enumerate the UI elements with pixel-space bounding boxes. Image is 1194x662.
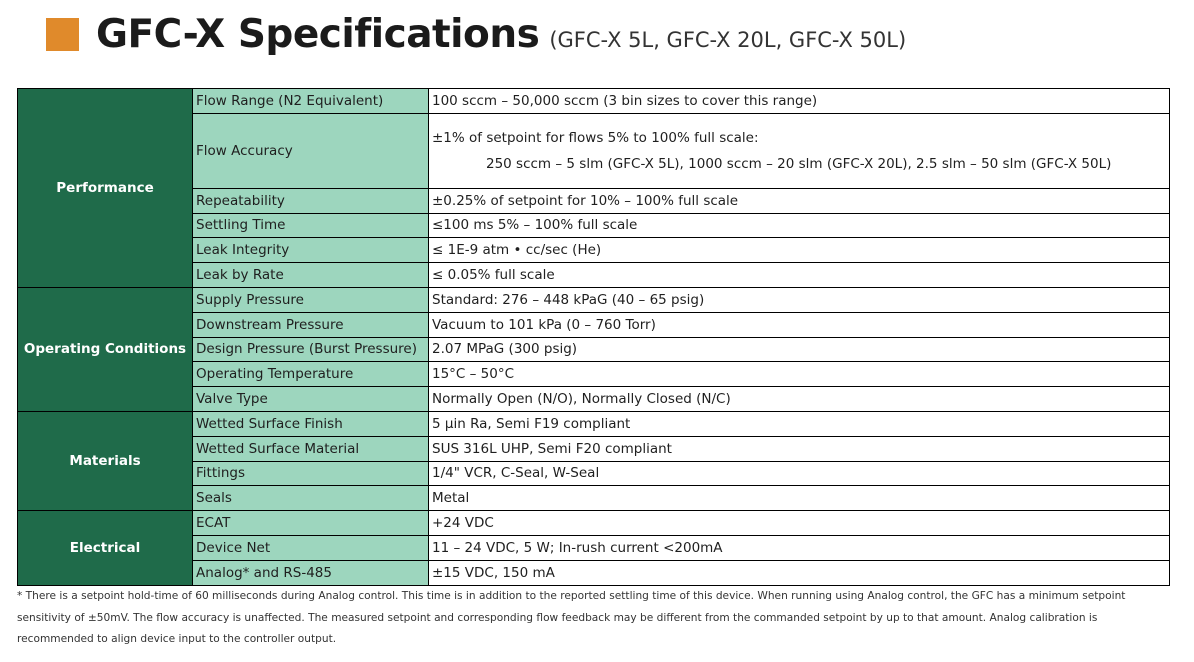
- param-label: Design Pressure (Burst Pressure): [193, 337, 429, 362]
- category-materials: Materials: [18, 411, 193, 510]
- param-value: 11 – 24 VDC, 5 W; In-rush current <200mA: [429, 535, 1170, 560]
- page-subtitle: (GFC-X 5L, GFC-X 20L, GFC-X 50L): [549, 28, 907, 52]
- param-label: Settling Time: [193, 213, 429, 238]
- param-value: ±15 VDC, 150 mA: [429, 560, 1170, 585]
- param-value: Standard: 276 – 448 kPaG (40 – 65 psig): [429, 287, 1170, 312]
- param-label: Analog* and RS-485: [193, 560, 429, 585]
- param-value: 100 sccm – 50,000 sccm (3 bin sizes to cover this range): [429, 89, 1170, 114]
- param-value: +24 VDC: [429, 511, 1170, 536]
- param-label: Leak Integrity: [193, 238, 429, 263]
- param-value: ≤ 1E-9 atm • cc/sec (He): [429, 238, 1170, 263]
- param-value: ≤100 ms 5% – 100% full scale: [429, 213, 1170, 238]
- param-value: 1/4" VCR, C-Seal, W-Seal: [429, 461, 1170, 486]
- param-label: Downstream Pressure: [193, 312, 429, 337]
- param-label: ECAT: [193, 511, 429, 536]
- page-header: [46, 8, 906, 60]
- param-label: Device Net: [193, 535, 429, 560]
- param-label: Supply Pressure: [193, 287, 429, 312]
- table-row: [18, 411, 1170, 436]
- category-electrical: Electrical: [18, 511, 193, 585]
- flow-accuracy-line-2: 250 sccm – 5 slm (GFC-X 5L), 1000 sccm – 20 slm (GFC-X 20L), 2.5 slm – 50 slm (GFC-X 50L): [486, 155, 1112, 172]
- param-label: Repeatability: [193, 188, 429, 213]
- param-label: Leak by Rate: [193, 263, 429, 288]
- category-operating-conditions: Operating Conditions: [18, 287, 193, 411]
- param-label: Fittings: [193, 461, 429, 486]
- page-title: GFC-X Specifications: [96, 11, 540, 57]
- category-performance: Performance: [18, 89, 193, 288]
- title-accent-square: [46, 18, 79, 51]
- table-row: [18, 89, 1170, 114]
- param-value: Metal: [429, 486, 1170, 511]
- table-row: [18, 287, 1170, 312]
- param-value: 15°C – 50°C: [429, 362, 1170, 387]
- param-value: ±0.25% of setpoint for 10% – 100% full scale: [429, 188, 1170, 213]
- spec-table: [17, 88, 1170, 586]
- flow-accuracy-line-1: ±1% of setpoint for flows 5% to 100% full scale:: [432, 129, 759, 146]
- param-label: Seals: [193, 486, 429, 511]
- param-label: Operating Temperature: [193, 362, 429, 387]
- param-label: Wetted Surface Finish: [193, 411, 429, 436]
- param-value: ≤ 0.05% full scale: [429, 263, 1170, 288]
- param-label: Flow Accuracy: [193, 113, 429, 188]
- param-value: 2.07 MPaG (300 psig): [429, 337, 1170, 362]
- param-value: Normally Open (N/O), Normally Closed (N/C): [429, 387, 1170, 412]
- param-label: Flow Range (N2 Equivalent): [193, 89, 429, 114]
- param-value: SUS 316L UHP, Semi F20 compliant: [429, 436, 1170, 461]
- param-label: Wetted Surface Material: [193, 436, 429, 461]
- table-row: [18, 511, 1170, 536]
- param-value: 5 μin Ra, Semi F19 compliant: [429, 411, 1170, 436]
- param-value: [429, 113, 1170, 188]
- footnote: * There is a setpoint hold-time of 60 milliseconds during Analog control. This time is in addition to the reported settling time of this device. When running using Analog control, the GFC has a minimum setpoint sensitivity of ±50mV. The flow accuracy is unaffected. The measured setpoint and corresponding flow feedback may be different from the commanded setpoint by up to that amount. Analog calibration is recommended to align device input to the controller output.: [17, 590, 1126, 645]
- param-label: Valve Type: [193, 387, 429, 412]
- param-value: Vacuum to 101 kPa (0 – 760 Torr): [429, 312, 1170, 337]
